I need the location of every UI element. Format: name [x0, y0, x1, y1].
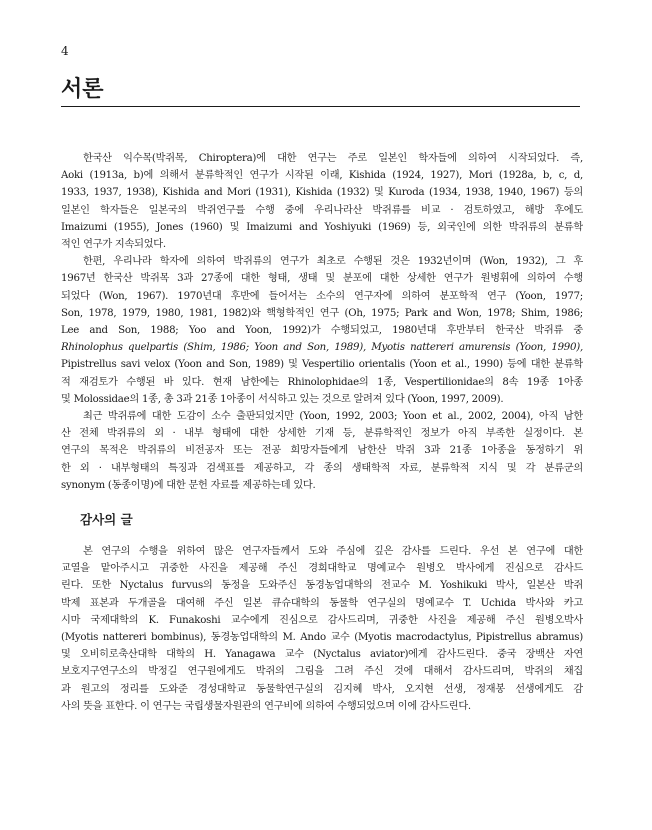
text-line: 과 원고의 정리를 도와준 경성대학교 동물학연구실의 김지혜 박사, 오지현 선생, 정재봉 선생에게도 감 [61, 683, 583, 695]
text-line: 시마 국제대학의 K. Funakoshi 교수에게 진심으로 감사드리며, 귀중한 사진을 제공해 주신 원병오박사 [61, 614, 583, 626]
text-line: Imaizumi (1955), Jones (1960) 및 Imaizumi and Yoshiyuki (1969) 등, 외국인에 의한 박쥐류의 분류학 [61, 221, 583, 233]
title-rule [61, 106, 580, 107]
acknowledgements-heading: 감사의 글 [80, 512, 133, 527]
text-line: 및 오비히로축산대학 대학의 H. Yanagawa 교수 (Nyctalus aviator)에게 감사드린다. 중국 장백산 자연 [61, 649, 583, 661]
text-line: 린다. 또한 Nyctalus furvus의 동정을 도와주신 동경농업대학의 전교수 M. Yoshikuki 박사, 일본산 박쥐 [61, 580, 583, 592]
text-line: Aoki (1913a, b)에 의해서 분류학적인 연구가 시작된 이래, Kishida (1924, 1927), Mori (1928a, b, c, d, [61, 170, 583, 182]
acknowledgements-text [61, 543, 583, 715]
text-line: 본 연구의 수행을 위하여 많은 연구자들께서 도와 주심에 깊은 감사를 드린다. 우선 본 연구에 대한 [83, 546, 583, 557]
text-line: 1967년 한국산 박쥐목 3과 27종에 대한 형태, 생태 및 분포에 대한 상세한 연구가 원병휘에 의하여 수행 [61, 273, 583, 285]
text-line: 일본인 학자들은 일본국의 박쥐연구를 수행 중에 우리나라산 박쥐류를 비교 · 검토하였고, 해방 후에도 [61, 204, 583, 216]
text-line: 교열을 맡아주시고 귀중한 사진을 제공해 주신 경희대학교 명예교수 원병오 박사에게 진심으로 감사드 [61, 563, 583, 575]
text-line: 산 전체 박쥐류의 외 · 내부 형태에 대한 상세한 기재 등, 분류학적인 정보가 아직 부족한 실정이다. 본 [61, 428, 583, 440]
page-number: 4 [61, 44, 69, 58]
text-line: Rhinolophus quelpartis (Shim, 1986; Yoon and Son, 1989), Myotis nattereri amurensis (Yoon, 1990), [61, 342, 583, 354]
text-line: Son, 1978, 1979, 1980, 1981, 1982)와 핵형학적인 연구 (Oh, 1975; Park and Won, 1978; Shim, 1986; [61, 307, 583, 319]
text-line: 한편, 우리나라 학자에 의하여 박쥐류의 연구가 최초로 수행된 것은 1932년이며 (Won, 1932), 그 후 [83, 256, 583, 268]
text-line: 보호지구연구소의 박정길 연구원에게도 박쥐의 그림을 그려 주신 것에 대해서 감사드리며, 박쥐의 채집 [61, 666, 583, 678]
introduction-text [61, 150, 583, 494]
text-line: 사의 뜻을 표한다. 이 연구는 국립생물자원관의 연구비에 의하여 수행되었으며 이에 감사드린다. [61, 700, 471, 712]
text-line: 적 재검토가 수행된 바 있다. 현재 남한에는 Rhinolophidae의 1종, Vespertilionidae의 8속 19종 1아종 [61, 376, 583, 388]
text-line: 한국산 익수목(박쥐목, Chiroptera)에 대한 연구는 주로 일본인 학자들에 의하여 시작되었다. 즉, [83, 153, 583, 164]
text-line: 박제 표본과 두개골을 대여해 주신 일본 큐슈대학의 동물학 연구실의 명예교수 T. Uchida 박사와 카고 [61, 597, 583, 609]
text-line: 되었다 (Won, 1967). 1970년대 후반에 들어서는 소수의 연구자에 의하여 분포학적 연구 (Yoon, 1977; [61, 290, 583, 302]
text-line: Pipistrellus savi velox (Yoon and Son, 1989) 및 Vespertilio orientalis (Yoon et al., 1990) 등에 대한 분류학 [61, 359, 583, 371]
text-line: 1933, 1937, 1938), Kishida and Mori (1931), Kishida (1932) 및 Kuroda (1934, 1938, 1940, 1967) 등의 [61, 187, 583, 199]
text-line: (Myotis nattereri bombinus), 동경농업대학의 M. Ando 교수 (Myotis macrodactylus, Pipistrellus abramus) [61, 632, 583, 644]
text-line: synonym (동종이명)에 대한 문헌 자료를 제공하는데 있다. [61, 479, 316, 491]
text-line: 연구의 목적은 박쥐류의 비전공자 또는 전공 희망자들에게 남한산 박쥐 3과 21종 1아종을 동정하기 위 [61, 445, 583, 457]
chapter-title: 서론 [61, 77, 104, 102]
text-line: 한 외 · 내부형태의 특징과 검색표를 제공하고, 각 종의 생태학적 자료, 분류학적 지식 및 각 분류군의 [61, 462, 583, 474]
text-line: Lee and Son, 1988; Yoo and Yoon, 1992)가 수행되었고, 1980년대 후반부터 한국산 박쥐류 중 [61, 325, 583, 337]
text-line: 적인 연구가 지속되었다. [61, 239, 166, 251]
text-line: 최근 박쥐류에 대한 도감이 소수 출판되었지만 (Yoon, 1992, 2003; Yoon et al., 2002, 2004), 아직 남한 [83, 411, 583, 423]
text-line: 및 Molossidae의 1종, 총 3과 21종 1아종이 서식하고 있는 것으로 알려져 있다 (Yoon, 1997, 2009). [61, 393, 504, 405]
